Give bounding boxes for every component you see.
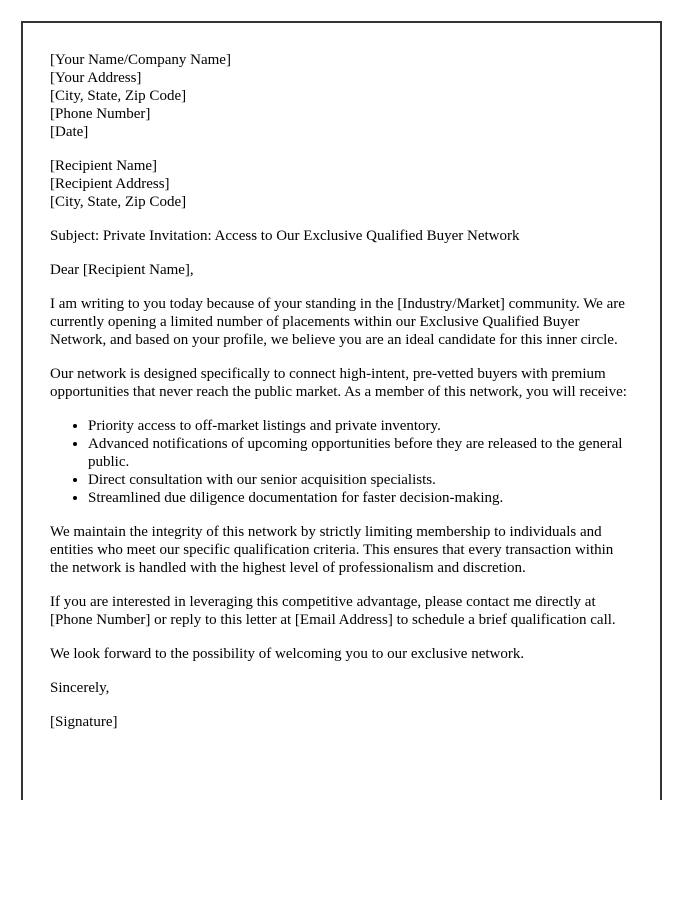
recipient-block	[50, 157, 634, 211]
sender-name-line: [Your Name/Company Name]	[50, 52, 231, 68]
sender-address-line: [Your Address]	[50, 70, 142, 86]
benefits-list	[50, 417, 634, 507]
body-paragraph-integrity: We maintain the integrity of this network by strictly limiting membership to individuals and entities who meet our specific qualification criteria. This ensures that every transaction within the network is handled with the highest level of professionalism and discretion.	[50, 524, 614, 576]
bullet-item-streamlined-diligence: • Streamlined due diligence documentation for faster decision-making.	[88, 489, 634, 507]
body-paragraph-contact: If you are interested in leveraging this competitive advantage, please contact me directly at [Phone Number] or reply to this letter at [Email Address] to schedule a brief qualification call.	[50, 594, 616, 628]
body-paragraph-intro-2: Our network is designed specifically to connect high-intent, pre-vetted buyers with premium opportunities that never reach the public market. As a member of this network, you will receive:	[50, 366, 627, 400]
body-paragraph-welcome: We look forward to the possibility of welcoming you to our exclusive network.	[50, 646, 525, 662]
letter-page	[21, 21, 662, 800]
letter-content	[23, 23, 634, 731]
sender-phone-line: [Phone Number]	[50, 106, 151, 122]
bullet-item-direct-consultation: • Direct consultation with our senior acquisition specialists.	[88, 471, 634, 489]
body-paragraph-intro-1: I am writing to you today because of your standing in the [Industry/Market] community. We are currently opening a limited number of placements within our Exclusive Qualified Buyer Network, and based on your profile, we believe you are an ideal candidate for this inner circle.	[50, 296, 625, 348]
recipient-name-line: [Recipient Name]	[50, 158, 158, 174]
subject-line: Subject: Private Invitation: Access to Our Exclusive Qualified Buyer Network	[50, 228, 520, 244]
sender-city-line: [City, State, Zip Code]	[50, 88, 187, 104]
salutation: Dear [Recipient Name],	[50, 262, 194, 278]
sender-date-line: [Date]	[50, 124, 89, 140]
recipient-city-line: [City, State, Zip Code]	[50, 194, 187, 210]
bullet-item-advanced-notifications: • Advanced notifications of upcoming opportunities before they are released to the general public.	[88, 435, 634, 471]
recipient-address-line: [Recipient Address]	[50, 176, 170, 192]
signoff: Sincerely,	[50, 680, 110, 696]
signature-placeholder: [Signature]	[50, 714, 118, 730]
letter-text-column	[50, 51, 634, 731]
sender-block	[50, 51, 634, 141]
bullet-item-priority-access: • Priority access to off-market listings and private inventory.	[88, 417, 634, 435]
